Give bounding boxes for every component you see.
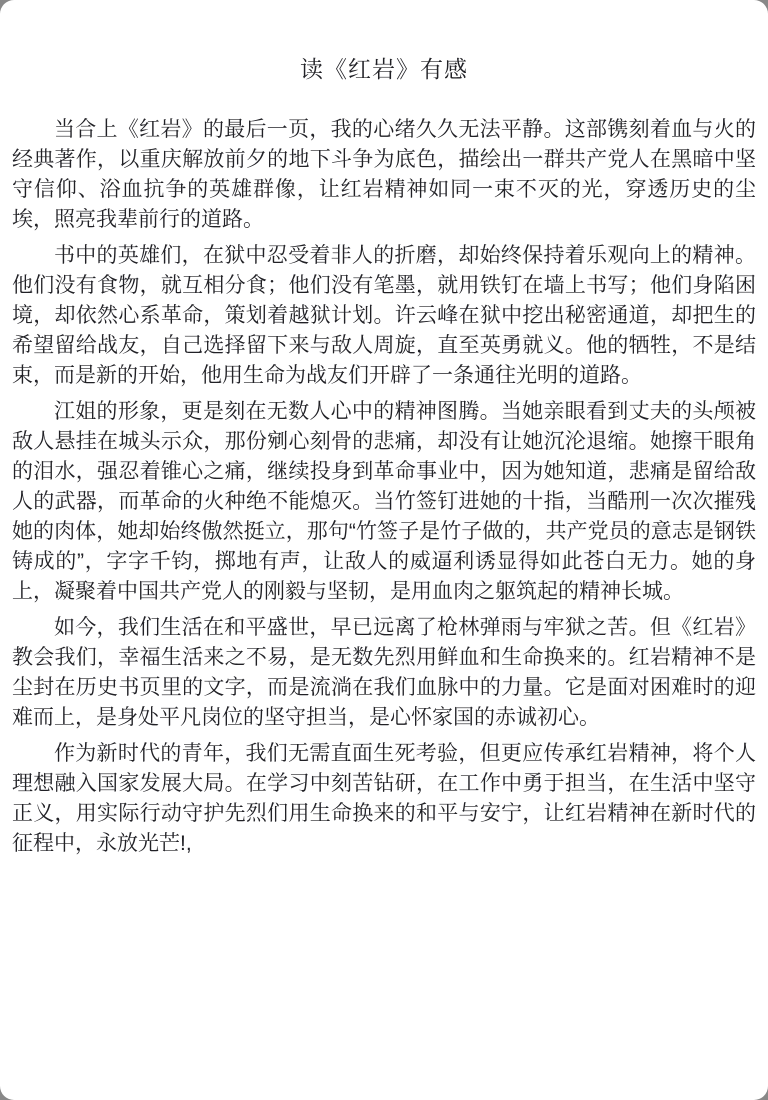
- essay-title: 读《红岩》有感: [300, 56, 468, 82]
- essay-paragraph-2: 书中的英雄们，在狱中忍受着非人的折磨，却始终保持着乐观向上的精神。他们没有食物，就互相分食；他们没有笔墨，就用铁钉在墙上书写；他们身陷困境，却依然心系革命，策划着越狱计划。许云峰在狱中挖出秘密通道，却把生的希望留给战友，自己选择留下来与敌人周旋，直至英勇就义。他的牺牲，不是结束，而是新的开始，他用生命为战友们开辟了一条通往光明的道路。: [12, 244, 756, 387]
- essay-paragraph-3: 江姐的形象，更是刻在无数人心中的精神图腾。当她亲眼看到丈夫的头颅被敌人悬挂在城头示众，那份剜心刻骨的悲痛，却没有让她沉沦退缩。她擦干眼角的泪水，强忍着锥心之痛，继续投身到革命事业中，因为她知道，悲痛是留给敌人的武器，而革命的火种绝不能熄灭。当竹签钉进她的十指，当酷刑一次次摧残她的肉体，她却始终傲然挺立，那句“竹签子是竹子做的，共产党员的意志是钢铁铸成的”，字字千钧，掷地有声，让敌人的威逼利诱显得如此苍白无力。她的身上，凝聚着中国共产党人的刚毅与坚韧，是用血肉之躯筑起的精神长城。: [12, 400, 756, 603]
- essay-body: [0, 115, 768, 859]
- essay-paragraph-4: 如今，我们生活在和平盛世，早已远离了枪林弹雨与牢狱之苦。但《红岩》教会我们，幸福生活来之不易，是无数先烈用鲜血和生命换来的。红岩精神不是尘封在历史书页里的文字，而是流淌在我们血脉中的力量。它是面对困难时的迎难而上，是身处平凡岗位的坚守担当，是心怀家国的赤诚初心。: [12, 616, 756, 729]
- essay-paragraph-5: 作为新时代的青年，我们无需直面生死考验，但更应传承红岩精神，将个人理想融入国家发展大局。在学习中刻苦钻研，在工作中勇于担当，在生活中坚守正义，用实际行动守护先烈们用生命换来的和平与安宁，让红岩精神在新时代的征程中，永放光芒!,: [12, 742, 756, 855]
- essay-paragraph-1: 当合上《红岩》的最后一页，我的心绪久久无法平静。这部镌刻着血与火的经典著作，以重庆解放前夕的地下斗争为底色，描绘出一群共产党人在黑暗中坚守信仰、浴血抗争的英雄群像，让红岩精神如同一束不灭的光，穿透历史的尘埃，照亮我辈前行的道路。: [12, 118, 756, 231]
